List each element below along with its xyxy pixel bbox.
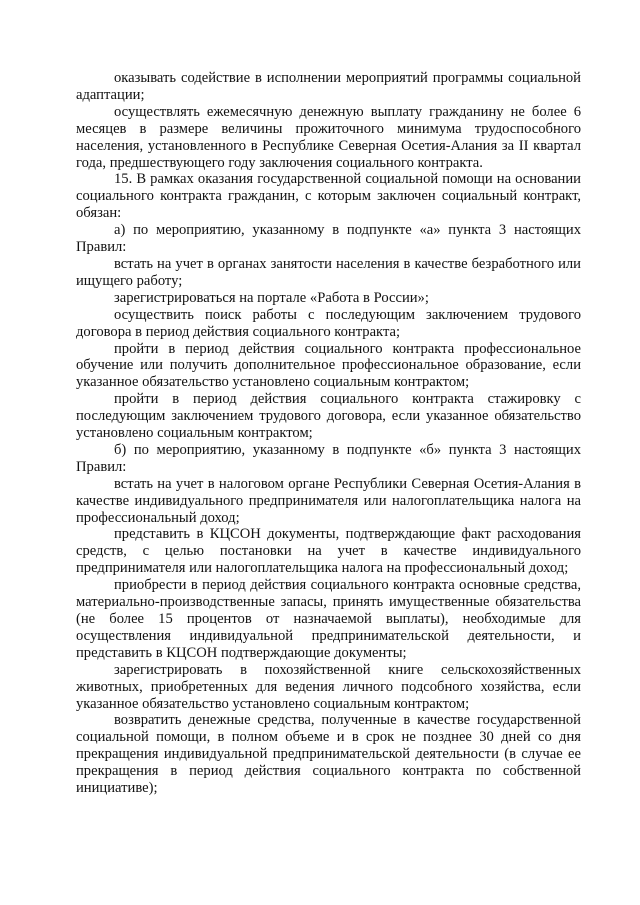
- paragraph-7: осуществить поиск работы с последующим заключением трудового договора в период действия социального контракта;: [76, 306, 581, 340]
- paragraph-14: зарегистрировать в похозяйственной книге сельскохозяйственных животных, приобретенных для ведения личного подсобного хозяйства, если указанное обязательство установлено социальным контрактом;: [76, 661, 581, 712]
- paragraph-11: встать на учет в налоговом органе Республики Северная Осетия-Алания в качестве индивидуального предпринимателя или налогоплательщика налога на профессиональный доход;: [76, 475, 581, 526]
- paragraph-8: пройти в период действия социального контракта профессиональное обучение или получить дополнительное профессиональное образование, если указанное обязательство установлено социальным контрактом;: [76, 340, 581, 391]
- paragraph-9: пройти в период действия социального контракта стажировку с последующим заключением трудового договора, если указанное обязательство установлено социальным контрактом;: [76, 391, 581, 442]
- paragraph-3: 15. В рамках оказания государственной социальной помощи на основании социального контракта гражданин, с которым заключен социальный контракт, обязан:: [76, 171, 581, 222]
- paragraph-1: оказывать содействие в исполнении мероприятий программы социальной адаптации;: [76, 70, 581, 103]
- paragraph-4: а) по мероприятию, указанному в подпункте «а» пункта 3 настоящих Правил:: [76, 222, 581, 256]
- paragraph-2: осуществлять ежемесячную денежную выплату гражданину не более 6 месяцев в размере величины прожиточного минимума трудоспособного населения, установленного в Республике Северная Осетия-Алания за II квартал года, предшествующего году заключения социального контракта.: [76, 103, 581, 171]
- paragraph-12: представить в КЦСОН документы, подтверждающие факт расходования средств, с целью постановки на учет в качестве индивидуального предпринимателя или налогоплательщика налога на профессиональный доход;: [76, 526, 581, 577]
- paragraph-10: б) по мероприятию, указанному в подпункте «б» пункта 3 настоящих Правил:: [76, 441, 581, 475]
- document-page: [76, 70, 581, 797]
- paragraph-15: возвратить денежные средства, полученные в качестве государственной социальной помощи, в полном объеме и в срок не позднее 30 дней со дня прекращения индивидуальной предпринимательской деятельности (в случае ее прекращения в период действия социального контракта по собственной инициативе);: [76, 712, 581, 797]
- paragraph-5: встать на учет в органах занятости населения в качестве безработного или ищущего работу;: [76, 255, 581, 289]
- paragraph-6: зарегистрироваться на портале «Работа в России»;: [114, 289, 429, 306]
- paragraph-13: приобрести в период действия социального контракта основные средства, материально-производственные запасы, принять имущественные обязательства (не более 15 процентов от назначаемой выплаты), необходимые для осуществления индивидуальной предпринимательской деятельности, и представить в КЦСОН подтверждающие документы;: [76, 577, 581, 661]
